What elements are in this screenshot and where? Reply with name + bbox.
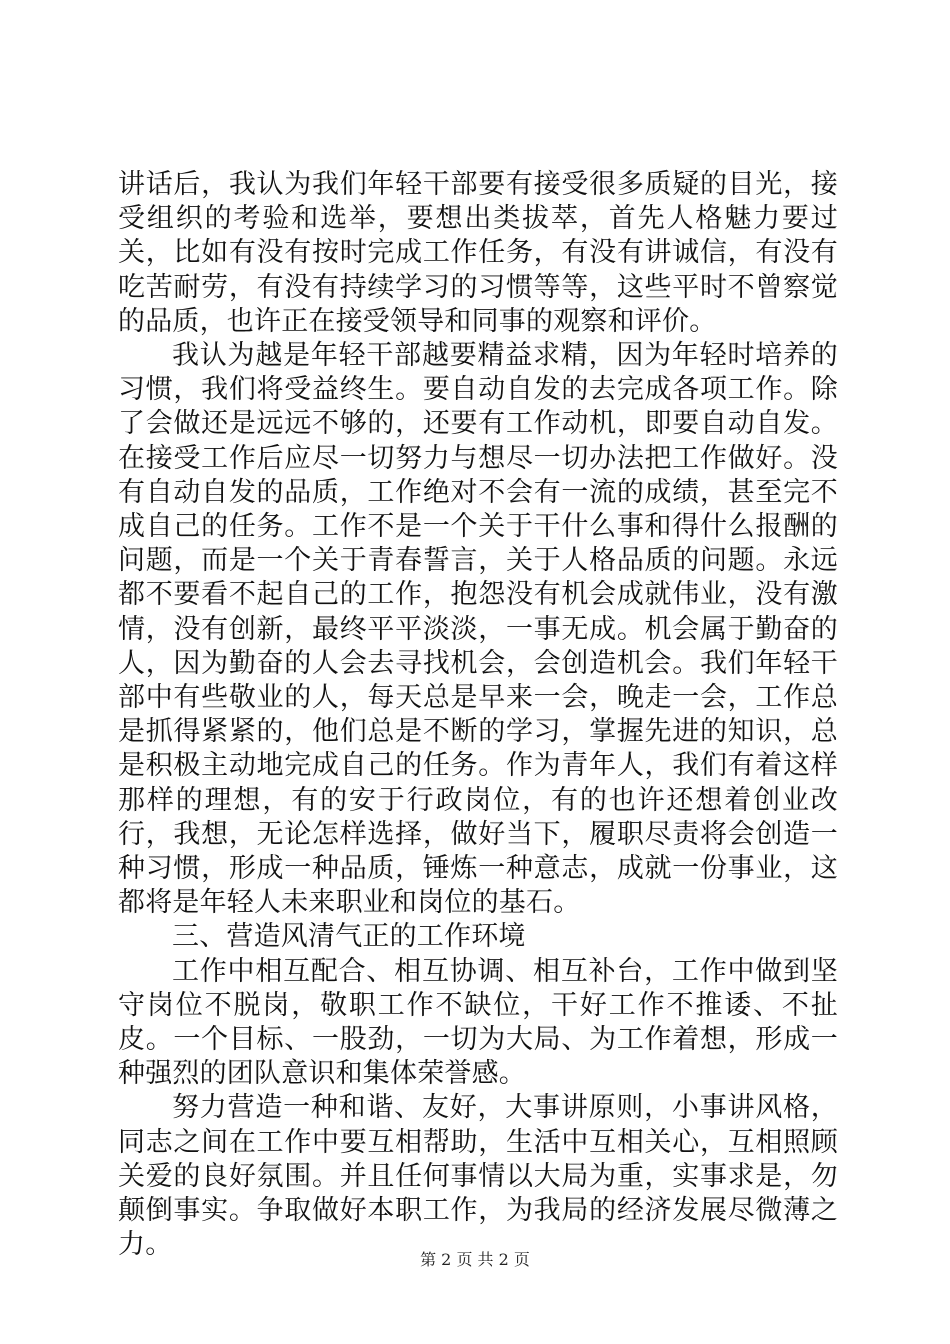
- section-heading: 三、营造风清气正的工作环境: [172, 921, 526, 953]
- paragraph-self-motivation: 我认为越是年轻干部越要精益求精，因为年轻时培养的习惯，我们将受益终生。要自动自发的去完成各项工作。除了会做还是远远不够的，还要有工作动机，即要自动自发。在接受工作后应尽一切努力与想尽一切办法把工作做好。没有自动自发的品质，工作绝对不会有一流的成绩，甚至完不成自己的任务。工作不是一个关于干什么事和得什么报酬的问题，而是一个关于青春誓言，关于人格品质的问题。永远都不要看不起自己的工作，抱怨没有机会成就伟业，没有激情，没有创新，最终平平淡淡，一事无成。机会属于勤奋的人，因为勤奋的人会去寻找机会，会创造机会。我们年轻干部中有些敬业的人，每天总是早来一会，晚走一会，工作总是抓得紧紧的，他们总是不断的学习，掌握先进的知识，总是积极主动地完成自己的任务。作为青年人，我们有着这样那样的理想，有的安于行政岗位，有的也许还想着创业改行，我想，无论怎样选择，做好当下，履职尽责将会创造一种习惯，形成一种品质，锤炼一种意志，成就一份事业，这都将是年轻人未来职业和岗位的基石。: [118, 340, 838, 919]
- paragraph-continuation: 讲话后，我认为我们年轻干部要有接受很多质疑的目光，接受组织的考验和选举，要想出类拔萃，首先人格魅力要过关，比如有没有按时完成工作任务，有没有讲诚信，有没有吃苦耐劳，有没有持续学习的习惯等等，这些平时不曾察觉的品质，也许正在接受领导和同事的观察和评价。: [118, 169, 838, 337]
- document-body: [118, 168, 838, 1263]
- paragraph-harmony: 努力营造一种和谐、友好，大事讲原则，小事讲风格，同志之间在工作中要互相帮助，生活中互相关心，互相照顾关爱的良好氛围。并且任何事情以大局为重，实事求是，勿颠倒事实。争取做好本职工作，为我局的经济发展尽微薄之力。: [118, 1092, 838, 1261]
- paragraph-teamwork: 工作中相互配合、相互协调、相互补台，工作中做到坚守岗位不脱岗，敬职工作不缺位，干好工作不推诿、不扯皮。一个目标、一股劲，一切为大局、为工作着想，形成一种强烈的团队意识和集体荣誉感。: [118, 955, 838, 1090]
- page-number-footer: 第 2 页 共 2 页: [420, 1250, 530, 1269]
